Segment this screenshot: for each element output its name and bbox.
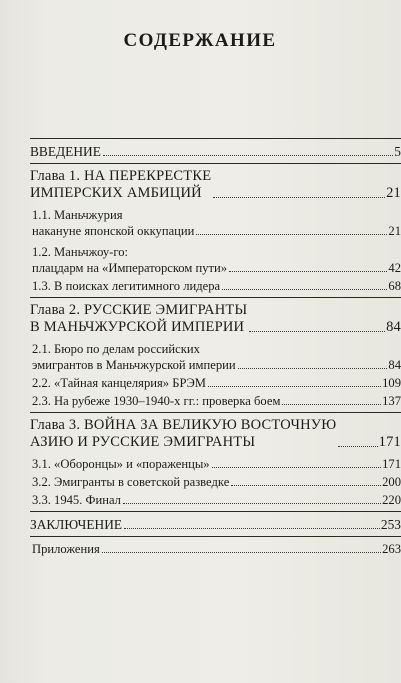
toc-entry-page: 109 xyxy=(382,376,401,390)
toc-entry-page: 253 xyxy=(380,517,401,532)
toc-entry-section-2-3[interactable] xyxy=(30,393,401,409)
toc-entry-page: 84 xyxy=(386,319,401,335)
toc-entry-page: 42 xyxy=(388,261,401,275)
toc-entry-page: 84 xyxy=(388,358,401,372)
leader-dots xyxy=(282,403,381,405)
toc-entry-page: 171 xyxy=(378,434,401,450)
leader-dots xyxy=(212,466,382,468)
divider xyxy=(30,412,401,413)
leader-dots xyxy=(102,551,381,553)
toc-entry-page: 5 xyxy=(394,144,401,159)
toc-entry-title: 3.2. Эмигранты в советской разведке xyxy=(32,475,230,489)
divider xyxy=(30,511,401,512)
toc-entry-title: 2.1. Бюро по делам российских эмигрантов в Маньчжурской империи xyxy=(32,342,236,372)
toc-entry-page: 68 xyxy=(388,279,401,293)
toc-entry-chapter-2[interactable] xyxy=(30,302,401,336)
toc-entry-page: 171 xyxy=(382,457,401,471)
toc-entry-page: 200 xyxy=(382,475,401,489)
toc-entry-section-3-2[interactable] xyxy=(30,474,401,490)
toc-entry-page: 220 xyxy=(382,493,401,507)
toc-entry-title: ЗАКЛЮЧЕНИЕ xyxy=(30,517,123,532)
toc-entry-page: 21 xyxy=(386,185,401,201)
toc-entry-title: ВВЕДЕНИЕ xyxy=(30,144,101,159)
toc-entry-section-1-3[interactable] xyxy=(30,278,401,294)
toc-entry-section-1-1[interactable] xyxy=(30,207,401,239)
leader-dots xyxy=(229,270,387,272)
page-title: СОДЕРЖАНИЕ xyxy=(123,30,277,51)
toc-entry-page: 263 xyxy=(382,542,401,556)
toc-entry-conclusion[interactable] xyxy=(30,516,401,533)
toc-entry-title: Глава 1. НА ПЕРЕКРЕСТКЕ ИМПЕРСКИХ АМБИЦИЙ xyxy=(30,168,212,201)
toc-entry-title: 3.3. 1945. Финал xyxy=(32,493,121,507)
toc-entry-section-2-1[interactable] xyxy=(30,341,401,373)
toc-entry-title: 1.2. Маньчжоу-го: плацдарм на «Императорском пути» xyxy=(32,245,228,275)
divider xyxy=(30,297,401,298)
toc-entry-section-3-1[interactable] xyxy=(30,456,401,472)
table-of-contents xyxy=(30,135,401,559)
toc-entry-title: 2.2. «Тайная канцелярия» БРЭМ xyxy=(32,376,207,390)
toc-entry-page: 137 xyxy=(382,394,401,408)
toc-entry-appendices[interactable] xyxy=(30,541,401,557)
leader-dots xyxy=(249,330,385,332)
divider xyxy=(30,138,401,139)
leader-dots xyxy=(213,196,385,198)
toc-entry-title: Глава 3. ВОЙНА ЗА ВЕЛИКУЮ ВОСТОЧНУЮ АЗИЮ И РУССКИЕ ЭМИГРАНТЫ xyxy=(30,417,337,450)
toc-entry-title: 2.3. На рубеже 1930–1940-х гг.: проверка боем xyxy=(32,394,281,408)
toc-entry-section-3-3[interactable] xyxy=(30,492,401,508)
leader-dots xyxy=(103,154,393,156)
toc-entry-chapter-3[interactable] xyxy=(30,417,401,451)
leader-dots xyxy=(338,445,377,447)
leader-dots xyxy=(231,484,381,486)
leader-dots xyxy=(196,233,387,235)
toc-entry-section-2-2[interactable] xyxy=(30,375,401,391)
leader-dots xyxy=(238,367,388,369)
toc-entry-title: Приложения xyxy=(32,542,100,556)
leader-dots xyxy=(124,527,380,529)
toc-entry-title: Глава 2. РУССКИЕ ЭМИГРАНТЫ В МАНЬЧЖУРСКОЙ ИМПЕРИИ xyxy=(30,302,248,335)
divider xyxy=(30,536,401,537)
toc-entry-chapter-1[interactable] xyxy=(30,168,401,202)
divider xyxy=(30,163,401,164)
toc-entry-title: 3.1. «Оборонцы» и «пораженцы» xyxy=(32,457,210,471)
toc-entry-page: 21 xyxy=(388,224,401,238)
toc-entry-title: 1.1. Маньчжурия накануне японской оккупации xyxy=(32,208,195,238)
leader-dots xyxy=(208,385,381,387)
toc-entry-introduction[interactable] xyxy=(30,143,401,160)
leader-dots xyxy=(123,502,381,504)
toc-entry-section-1-2[interactable] xyxy=(30,244,401,276)
toc-entry-title: 1.3. В поисках легитимного лидера xyxy=(32,279,221,293)
leader-dots xyxy=(222,288,387,290)
